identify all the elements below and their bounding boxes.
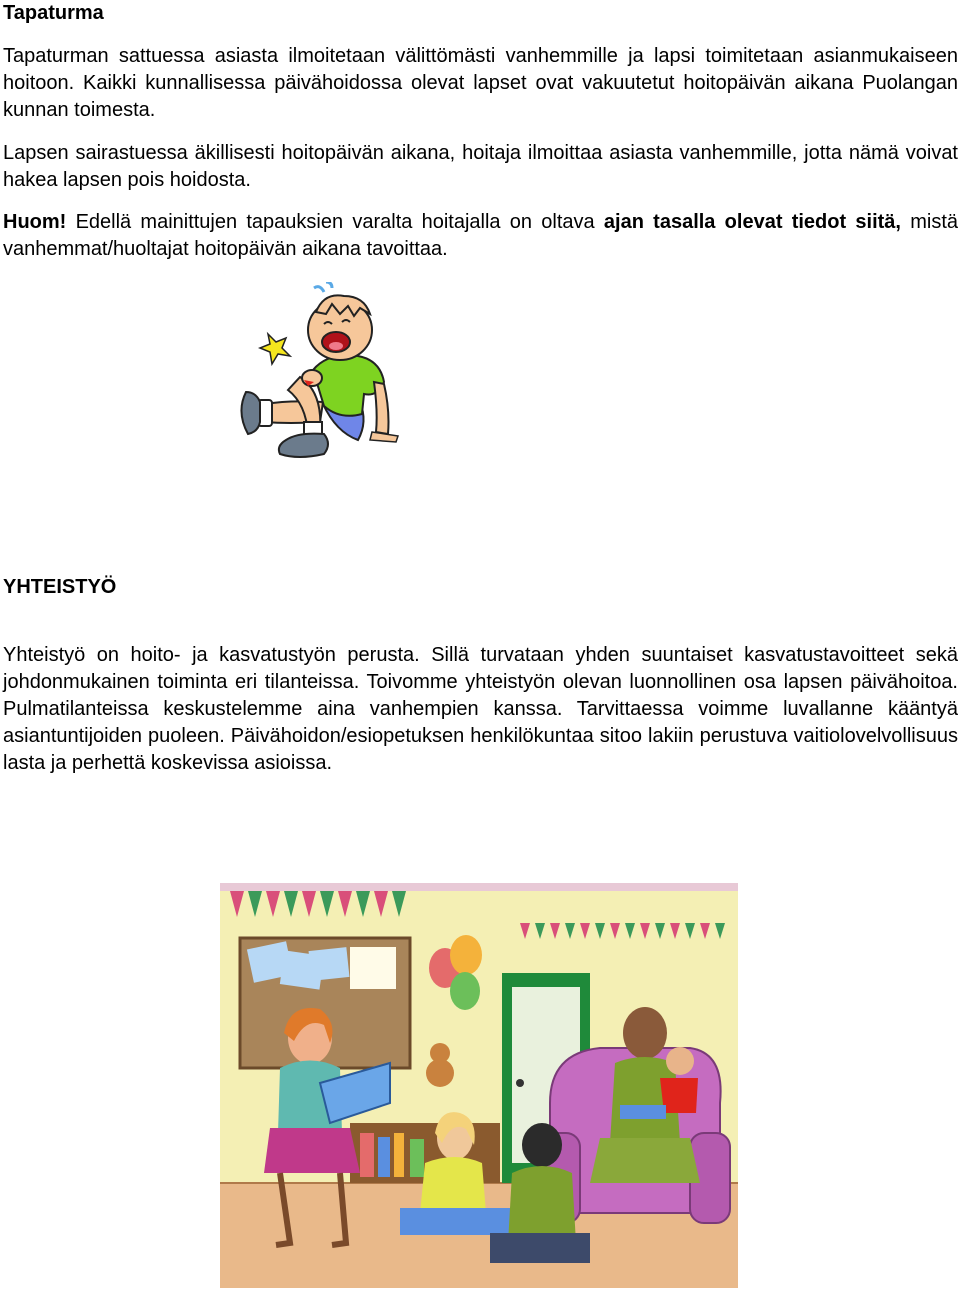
paragraph-cooperation: Yhteistyö on hoito- ja kasvatustyön perusta. Sillä turvataan yhden suuntaiset kasvatustavoitteet sekä johdonmukainen toiminta eri tilanteissa. Toivomme yhteistyön olevan luonnollinen osa lapsen päivähoitoa. Pulmatilanteissa keskustelemme aina vanhempien kanssa. Tarvittaessa voimme luvallanne kääntyä asiantuntijoiden puoleen. Päivähoidon/esiopetuksen henkilökuntaa sitoo lakiin perustuva vaitiolovelvollisuus lasta ja perhettä koskevissa asioissa. (3, 644, 958, 774)
daycare-room-clipart (220, 883, 738, 1288)
note-bold-text: ajan tasalla olevat tiedot siitä, (603, 211, 901, 233)
note-text-1: Edellä mainittujen tapauksien varalta hoitajalla on oltava (66, 211, 604, 233)
heading-yhteistyo: YHTEISTYÖ (3, 576, 117, 598)
heading-tapaturma: Tapaturma (3, 2, 104, 24)
paragraph-accident-notice: Tapaturman sattuessa asiasta ilmoitetaan välittömästi vanhemmille ja lapsi toimitetaan asianmukaiseen hoitoon. Kaikki kunnallisessa päivähoidossa olevat lapset ovat vakuutetut hoitopäivän aikana Puolangan kunnan toimesta. (3, 45, 958, 121)
paragraph-note (3, 209, 958, 263)
note-text-2: mistä vanhemmat/huoltajat hoitopäivän aikana tavoittaa. (3, 211, 958, 260)
crying-child-clipart (228, 282, 408, 472)
paragraph-sudden-illness: Lapsen sairastuessa äkillisesti hoitopäivän aikana, hoitaja ilmoittaa asiasta vanhemmille, jotta nämä voivat hakea lapsen pois hoidosta. (3, 142, 958, 191)
note-label: Huom! (3, 211, 67, 233)
